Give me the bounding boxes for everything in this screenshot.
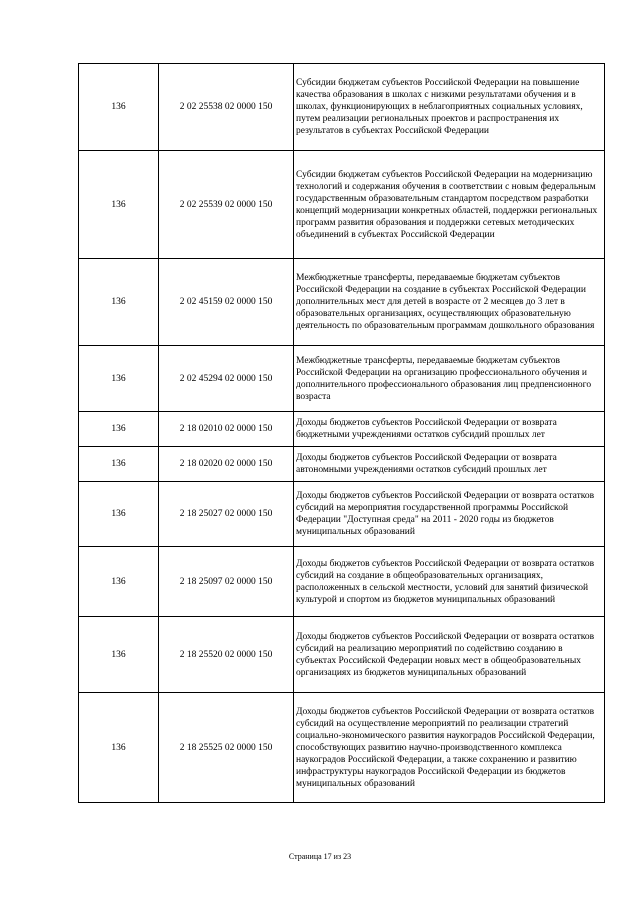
revenue-description-cell: Доходы бюджетов субъектов Российской Федерации от возврата остатков субсидий на реализацию мероприятий по содействию созданию в субъектах Российской Федерации новых мест в общеобразовательных организациях из бюджетов муниципальных образований xyxy=(294,617,605,693)
revenue-description-cell: Доходы бюджетов субъектов Российской Федерации от возврата остатков субсидий на мероприятия государственной программы Российской Федерации "Доступная среда" на 2011 - 2020 годы из бюджетов муниципальных образований xyxy=(294,482,605,547)
admin-code-cell: 136 xyxy=(79,151,159,259)
table-row xyxy=(79,64,605,151)
budget-code-cell: 2 18 02020 02 0000 150 xyxy=(159,447,294,482)
revenue-description-cell: Субсидии бюджетам субъектов Российской Федерации на повышение качества образования в школах с низкими результатами обучения и в школах, функционирующих в неблагоприятных социальных условиях, путем реализации региональных проектов и распространения их результатов в субъектах Российской Федерации xyxy=(294,64,605,151)
admin-code-cell: 136 xyxy=(79,412,159,447)
budget-code-cell: 2 18 25525 02 0000 150 xyxy=(159,693,294,803)
revenue-description-cell: Доходы бюджетов субъектов Российской Федерации от возврата остатков субсидий на осуществление мероприятий по реализации стратегий социально-экономического развития наукоградов Российской Федерации, способствующих развитию научно-производственного комплекса наукоградов Российской Федерации, а также сохранению и развитию инфраструктуры наукоградов Российской Федерации из бюджетов муниципальных образований xyxy=(294,693,605,803)
budget-code-cell: 2 02 25539 02 0000 150 xyxy=(159,151,294,259)
table-row xyxy=(79,693,605,803)
page-number-footer: Страница 17 из 23 xyxy=(288,852,352,861)
budget-code-cell: 2 02 45159 02 0000 150 xyxy=(159,259,294,346)
admin-code-cell: 136 xyxy=(79,447,159,482)
budget-code-cell: 2 18 25027 02 0000 150 xyxy=(159,482,294,547)
table-row xyxy=(79,151,605,259)
budget-code-cell: 2 18 02010 02 0000 150 xyxy=(159,412,294,447)
admin-code-cell: 136 xyxy=(79,346,159,412)
revenue-description-cell: Доходы бюджетов субъектов Российской Федерации от возврата автономными учреждениями остатков субсидий прошлых лет xyxy=(294,447,605,482)
table-row xyxy=(79,617,605,693)
admin-code-cell: 136 xyxy=(79,617,159,693)
budget-code-cell: 2 18 25097 02 0000 150 xyxy=(159,547,294,617)
budget-classification-table xyxy=(78,63,605,803)
budget-code-cell: 2 02 45294 02 0000 150 xyxy=(159,346,294,412)
budget-code-cell: 2 02 25538 02 0000 150 xyxy=(159,64,294,151)
table-row xyxy=(79,482,605,547)
budget-code-cell: 2 18 25520 02 0000 150 xyxy=(159,617,294,693)
admin-code-cell: 136 xyxy=(79,547,159,617)
revenue-description-cell: Доходы бюджетов субъектов Российской Федерации от возврата бюджетными учреждениями остатков субсидий прошлых лет xyxy=(294,412,605,447)
table-row xyxy=(79,259,605,346)
admin-code-cell: 136 xyxy=(79,693,159,803)
table-row xyxy=(79,547,605,617)
admin-code-cell: 136 xyxy=(79,64,159,151)
revenue-description-cell: Межбюджетные трансферты, передаваемые бюджетам субъектов Российской Федерации на организацию профессионального обучения и дополнительного профессионального образования лиц предпенсионного возраста xyxy=(294,346,605,412)
admin-code-cell: 136 xyxy=(79,482,159,547)
admin-code-cell: 136 xyxy=(79,259,159,346)
revenue-description-cell: Межбюджетные трансферты, передаваемые бюджетам субъектов Российской Федерации на создание в субъектах Российской Федерации дополнительных мест для детей в возрасте от 2 месяцев до 3 лет в образовательных организациях, осуществляющих образовательную деятельность по образовательным программам дошкольного образования xyxy=(294,259,605,346)
table-row xyxy=(79,412,605,447)
revenue-description-cell: Субсидии бюджетам субъектов Российской Федерации на модернизацию технологий и содержания обучения в соответствии с новым федеральным государственным образовательным стандартом посредством разработки концепций модернизации конкретных областей, поддержки региональных программ развития образования и поддержки сетевых методических объединений в субъектах Российской Федерации xyxy=(294,151,605,259)
table-body xyxy=(79,64,605,803)
table-row xyxy=(79,346,605,412)
table-row xyxy=(79,447,605,482)
revenue-description-cell: Доходы бюджетов субъектов Российской Федерации от возврата остатков субсидий на создание в общеобразовательных организациях, расположенных в сельской местности, условий для занятий физической культурой и спортом из бюджетов муниципальных образований xyxy=(294,547,605,617)
